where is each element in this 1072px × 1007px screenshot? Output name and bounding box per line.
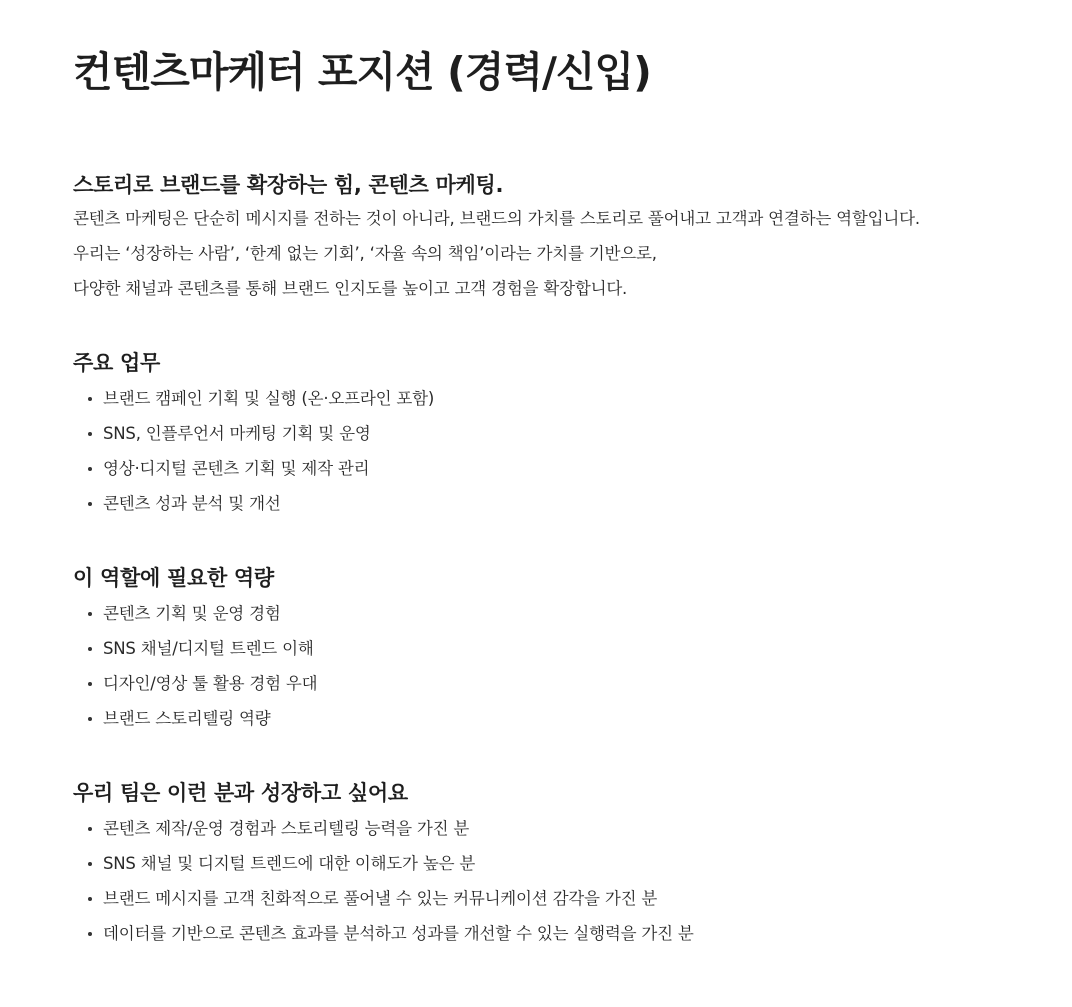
list-item bbox=[73, 846, 1072, 881]
skills-list bbox=[73, 596, 1072, 736]
bullet-dot-icon bbox=[88, 647, 92, 651]
bullet-dot-icon bbox=[88, 502, 92, 506]
list-item-text: SNS 채널 및 디지털 트렌드에 대한 이해도가 높은 분 bbox=[103, 854, 476, 873]
list-item-text: 데이터를 기반으로 콘텐츠 효과를 분석하고 성과를 개선할 수 있는 실행력을 가진 분 bbox=[103, 924, 694, 943]
bullet-dot-icon bbox=[88, 897, 92, 901]
list-item bbox=[73, 666, 1072, 701]
intro-line: 우리는 ‘성장하는 사람’, ‘한계 없는 기회’, ‘자율 속의 책임’이라는 가치를 기반으로, bbox=[73, 244, 657, 263]
duties-heading: 주요 업무 bbox=[73, 351, 160, 375]
ideal-candidate-heading: 우리 팀은 이런 분과 성장하고 싶어요 bbox=[73, 781, 408, 805]
bullet-dot-icon bbox=[88, 827, 92, 831]
list-item-text: 브랜드 스토리텔링 역량 bbox=[103, 709, 271, 728]
intro-heading: 스토리로 브랜드를 확장하는 힘, 콘텐츠 마케팅. bbox=[73, 173, 504, 197]
bullet-dot-icon bbox=[88, 612, 92, 616]
intro-line: 다양한 채널과 콘텐츠를 통해 브랜드 인지도를 높이고 고객 경험을 확장합니다. bbox=[73, 279, 628, 298]
page-title: 컨텐츠마케터 포지션 (경력/신입) bbox=[73, 48, 651, 96]
bullet-dot-icon bbox=[88, 397, 92, 401]
list-item-text: 콘텐츠 기획 및 운영 경험 bbox=[103, 604, 281, 623]
list-item bbox=[73, 381, 1072, 416]
list-item-text: 브랜드 메시지를 고객 친화적으로 풀어낼 수 있는 커뮤니케이션 감각을 가진 분 bbox=[103, 889, 658, 908]
list-item-text: 영상·디지털 콘텐츠 기획 및 제작 관리 bbox=[103, 459, 370, 478]
list-item bbox=[73, 881, 1072, 916]
ideal-candidate-list bbox=[73, 811, 1072, 951]
list-item bbox=[73, 916, 1072, 951]
list-item bbox=[73, 416, 1072, 451]
bullet-dot-icon bbox=[88, 682, 92, 686]
skills-heading: 이 역할에 필요한 역량 bbox=[73, 566, 274, 590]
list-item-text: 디자인/영상 툴 활용 경험 우대 bbox=[103, 674, 318, 693]
list-item-text: 콘텐츠 성과 분석 및 개선 bbox=[103, 494, 281, 513]
list-item bbox=[73, 701, 1072, 736]
list-item bbox=[73, 596, 1072, 631]
bullet-dot-icon bbox=[88, 717, 92, 721]
bullet-dot-icon bbox=[88, 467, 92, 471]
bullet-dot-icon bbox=[88, 432, 92, 436]
duties-list bbox=[73, 381, 1072, 521]
bullet-dot-icon bbox=[88, 932, 92, 936]
bullet-dot-icon bbox=[88, 862, 92, 866]
intro-line: 콘텐츠 마케팅은 단순히 메시지를 전하는 것이 아니라, 브랜드의 가치를 스토리로 풀어내고 고객과 연결하는 역할입니다. bbox=[73, 209, 920, 228]
list-item bbox=[73, 486, 1072, 521]
list-item-text: 브랜드 캠페인 기획 및 실행 (온·오프라인 포함) bbox=[103, 389, 435, 408]
list-item-text: SNS, 인플루언서 마케팅 기획 및 운영 bbox=[103, 424, 371, 443]
list-item-text: 콘텐츠 제작/운영 경험과 스토리텔링 능력을 가진 분 bbox=[103, 819, 470, 838]
intro-body bbox=[73, 201, 1072, 306]
list-item bbox=[73, 451, 1072, 486]
list-item-text: SNS 채널/디지털 트렌드 이해 bbox=[103, 639, 314, 658]
list-item bbox=[73, 811, 1072, 846]
list-item bbox=[73, 631, 1072, 666]
